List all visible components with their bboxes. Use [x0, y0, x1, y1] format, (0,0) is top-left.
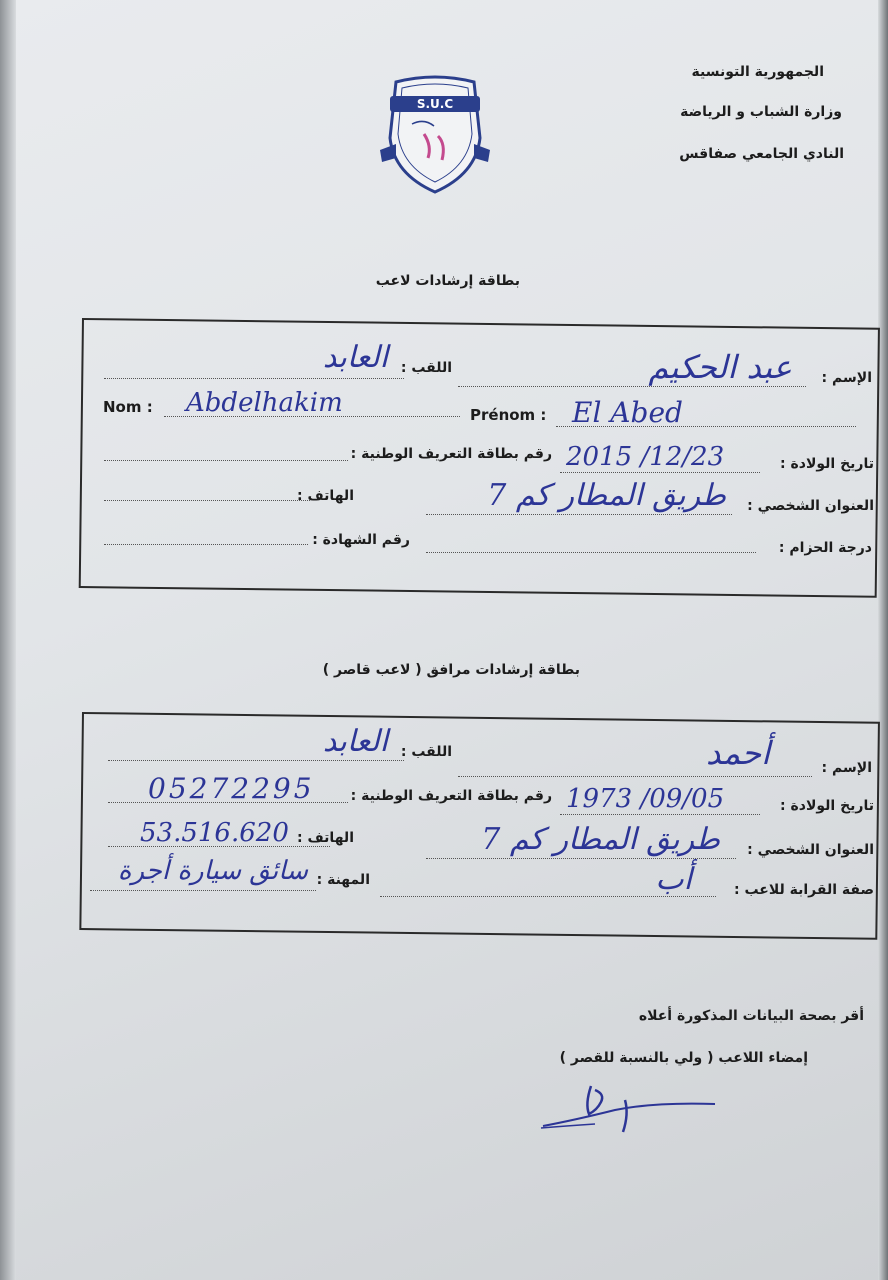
label-phone: الهاتف : — [297, 488, 354, 504]
signature-label: إمضاء اللاعب ( ولي بالنسبة للقصر ) — [559, 1050, 808, 1066]
value-nom: Abdelhakim — [186, 388, 343, 418]
g-label-profession: المهنة : — [316, 872, 370, 888]
g-label-relation: صفة القرابة للاعب : — [734, 882, 874, 898]
section2-title: بطاقة إرشادات مرافق ( لاعب قاصر ) — [322, 662, 580, 678]
dots-phone — [104, 500, 310, 501]
logo-text: S.U.C — [416, 97, 454, 111]
g-value-address: طريق المطار كم 7 — [481, 822, 720, 857]
dots-address — [426, 514, 732, 515]
label-certificate: رقم الشهادة : — [312, 532, 410, 548]
value-last-name: العابد — [322, 340, 388, 375]
g-dots-first-name — [458, 776, 812, 777]
page-edge-right — [878, 0, 888, 1280]
dots-first-name — [458, 386, 806, 387]
g-dots-profession — [90, 890, 316, 891]
label-address: العنوان الشخصي : — [747, 498, 874, 514]
section1-title: بطاقة إرشادات لاعب — [375, 273, 520, 289]
dots-birth-date — [560, 472, 760, 473]
g-value-id-card: 05272295 — [148, 772, 315, 805]
dots-certificate — [104, 544, 308, 545]
g-label-address: العنوان الشخصي : — [747, 842, 874, 858]
signature-image — [535, 1080, 725, 1140]
dots-last-name — [104, 378, 404, 379]
g-value-profession: سائق سيارة أجرة — [117, 856, 308, 886]
g-label-first-name: الإسم : — [821, 760, 872, 776]
value-birth-date: 2015 /12/23 — [566, 442, 725, 472]
g-value-last-name: العابد — [322, 724, 388, 759]
g-label-id-card: رقم بطاقة التعريف الوطنية : — [350, 788, 552, 804]
g-value-birth-date: 1973 /09/05 — [566, 784, 725, 814]
value-first-name: عبد الحكيم — [648, 348, 792, 386]
declaration-text: أقر بصحة البيانات المذكورة أعلاه — [638, 1008, 864, 1024]
g-dots-birth-date — [560, 814, 760, 815]
label-belt: درجة الحزام : — [778, 540, 872, 556]
value-address: طريق المطار كم 7 — [487, 478, 726, 513]
g-value-relation: أب — [655, 862, 692, 897]
label-birth-date: تاريخ الولادة : — [780, 456, 874, 472]
g-dots-last-name — [108, 760, 404, 761]
header-club: النادي الجامعي صفاقس — [679, 146, 844, 162]
dots-id-card — [104, 460, 348, 461]
label-id-card: رقم بطاقة التعريف الوطنية : — [350, 446, 552, 462]
label-prenom: Prénom : — [470, 406, 547, 424]
label-first-name: الإسم : — [821, 370, 872, 386]
dots-belt — [426, 552, 756, 553]
label-nom: Nom : — [103, 398, 153, 416]
value-prenom: El Abed — [572, 396, 683, 429]
label-last-name: اللقب : — [400, 360, 452, 376]
header-ministry: وزارة الشباب و الرياضة — [680, 104, 842, 120]
g-dots-address — [426, 858, 736, 859]
club-crest-icon — [376, 74, 494, 196]
header-republic: الجمهورية التونسية — [691, 64, 824, 80]
g-label-last-name: اللقب : — [400, 744, 452, 760]
g-value-phone: 53.516.620 — [140, 818, 289, 848]
g-label-phone: الهاتف : — [297, 830, 354, 846]
page-edge-left — [0, 0, 16, 1280]
g-label-birth-date: تاريخ الولادة : — [780, 798, 874, 814]
g-value-first-name: أحمد — [706, 734, 770, 772]
